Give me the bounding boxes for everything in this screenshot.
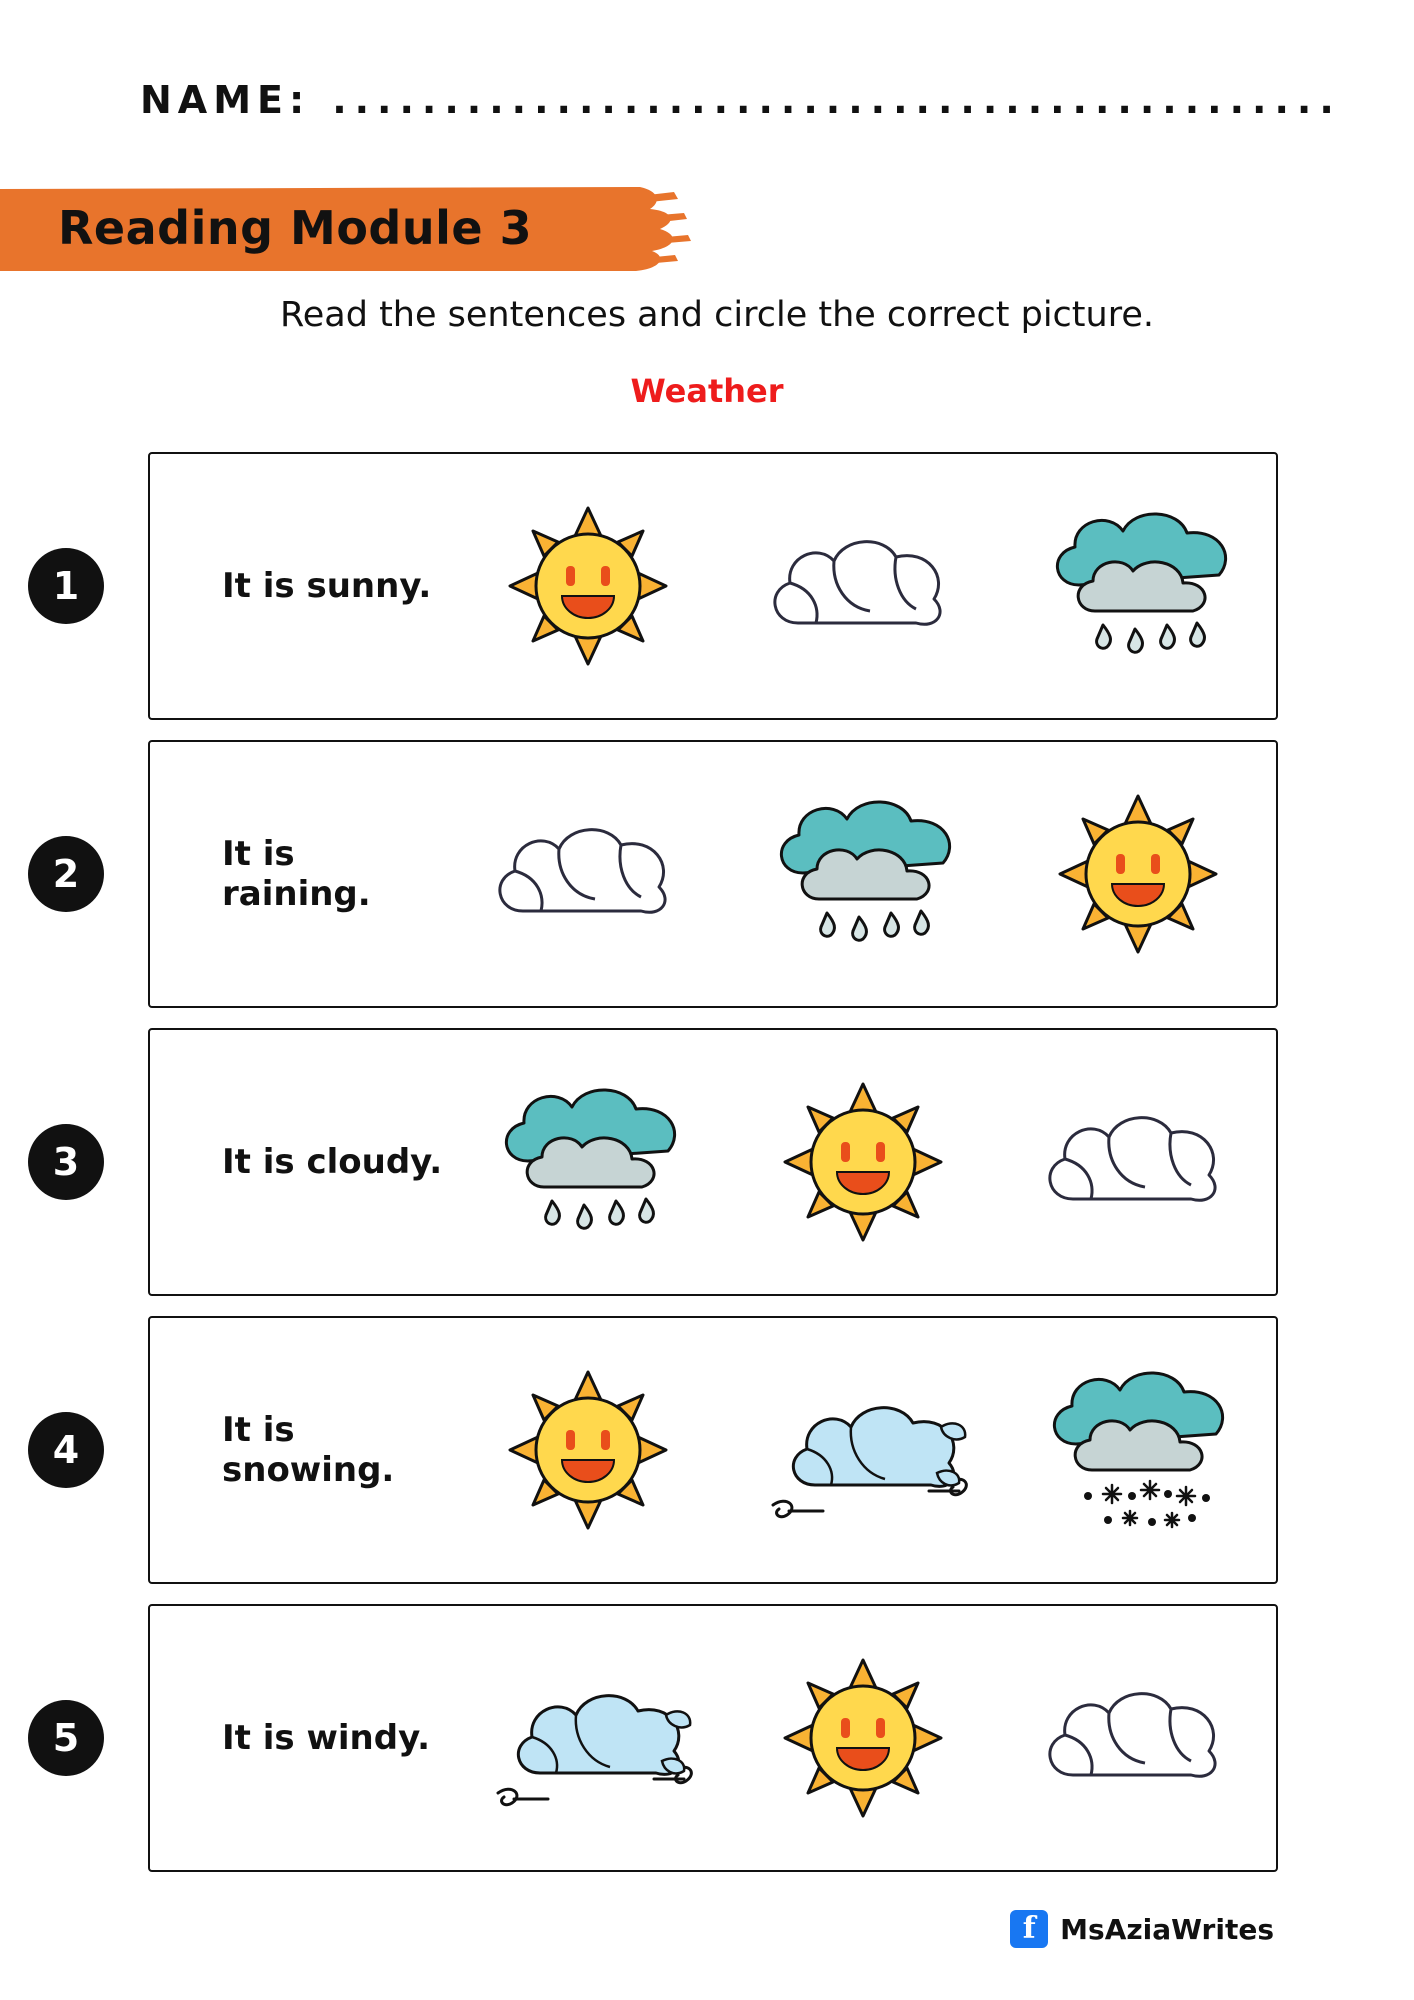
module-banner — [0, 185, 700, 273]
question-box — [148, 1028, 1278, 1296]
question-sentence: It is windy. — [222, 1718, 431, 1758]
question-row — [0, 452, 1414, 730]
choice-group — [450, 1318, 1276, 1582]
topic-title: Weather — [630, 372, 784, 410]
choice-sun-icon[interactable] — [748, 1062, 978, 1262]
question-row — [0, 740, 1414, 1018]
question-sentence: It is sunny. — [222, 566, 432, 606]
choice-group — [450, 1030, 1276, 1294]
choice-cloud-icon[interactable] — [473, 774, 703, 974]
name-label: NAME: — [140, 78, 311, 122]
footer-handle: MsAziaWrites — [1060, 1912, 1274, 1946]
question-number-badge: 3 — [28, 1124, 104, 1200]
name-field-row — [140, 78, 1342, 122]
question-sentence: It is raining. — [222, 834, 371, 914]
choice-group — [450, 1606, 1276, 1870]
choice-cloud-icon[interactable] — [748, 486, 978, 686]
choice-cloud-icon[interactable] — [1023, 1062, 1253, 1262]
choice-wind-cloud-icon[interactable] — [473, 1638, 703, 1838]
choice-cloud-icon[interactable] — [1023, 1638, 1253, 1838]
question-row — [0, 1028, 1414, 1306]
question-row — [0, 1316, 1414, 1594]
choice-sun-icon[interactable] — [473, 1350, 703, 1550]
facebook-icon[interactable]: f — [1010, 1910, 1048, 1948]
question-number-badge: 2 — [28, 836, 104, 912]
choice-wind-cloud-icon[interactable] — [748, 1350, 978, 1550]
choice-rain-cloud-icon[interactable] — [1023, 486, 1253, 686]
questions-list — [0, 452, 1414, 1892]
question-number-badge: 1 — [28, 548, 104, 624]
instruction-text: Read the sentences and circle the correct picture. — [280, 295, 1154, 335]
question-sentence: It is cloudy. — [222, 1142, 443, 1182]
page-title: Reading Module 3 — [58, 201, 533, 255]
question-sentence: It is snowing. — [222, 1410, 395, 1490]
name-write-line[interactable]: ............................................. — [332, 78, 1342, 122]
choice-sun-icon[interactable] — [1023, 774, 1253, 974]
footer-credit — [1010, 1910, 1274, 1948]
question-number-badge: 4 — [28, 1412, 104, 1488]
choice-sun-icon[interactable] — [748, 1638, 978, 1838]
choice-rain-cloud-icon[interactable] — [748, 774, 978, 974]
choice-rain-cloud-icon[interactable] — [473, 1062, 703, 1262]
choice-group — [450, 454, 1276, 718]
question-number-badge: 5 — [28, 1700, 104, 1776]
choice-sun-icon[interactable] — [473, 486, 703, 686]
question-box — [148, 740, 1278, 1008]
question-box — [148, 452, 1278, 720]
question-box — [148, 1604, 1278, 1872]
choice-snow-cloud-icon[interactable] — [1023, 1350, 1253, 1550]
question-row — [0, 1604, 1414, 1882]
choice-group — [450, 742, 1276, 1006]
question-box — [148, 1316, 1278, 1584]
